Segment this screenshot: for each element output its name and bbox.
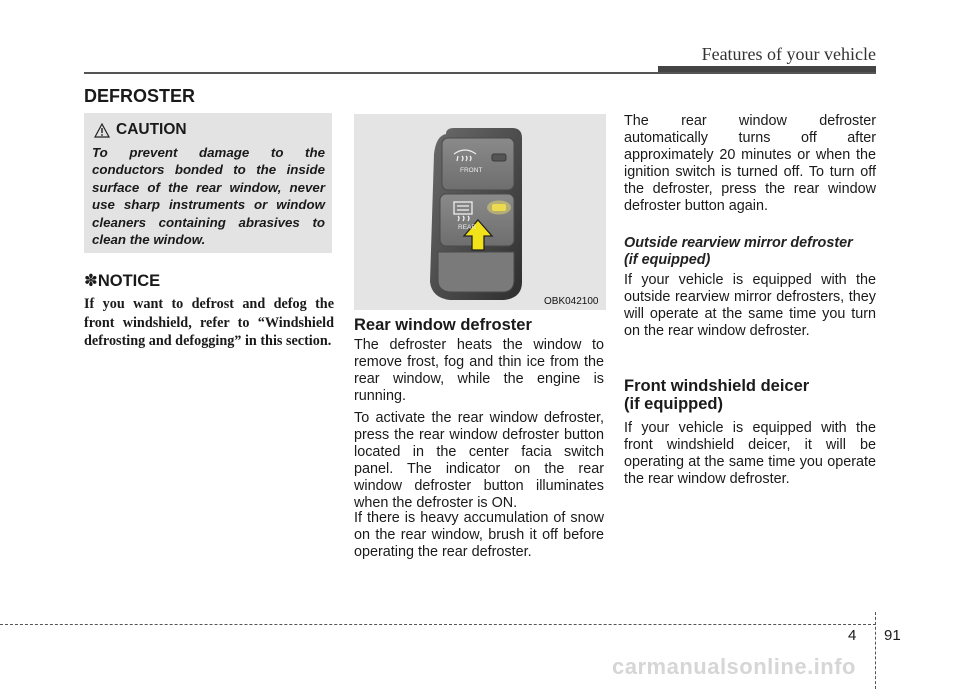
notice-heading-text: NOTICE bbox=[97, 272, 161, 290]
deicer-heading-line-1: Front windshield deicer bbox=[624, 377, 810, 395]
rear-defroster-paragraph-3: If there is heavy accumulation of snow on the rear window, brush it off before operating the rear defroster. bbox=[354, 510, 604, 560]
mirror-defroster-paragraph: If your vehicle is equipped with the outside rearview mirror defrosters, they will operate at the same time you turn on the rear window defroster. bbox=[624, 272, 876, 339]
mirror-heading-line-2: (if equipped) bbox=[624, 252, 711, 268]
caution-heading bbox=[94, 121, 187, 139]
windshield-deicer-paragraph: If your vehicle is equipped with the front windshield deicer, it will be operating at the same time you operate the rear window defroster. bbox=[624, 420, 876, 487]
defroster-switch-figure bbox=[354, 114, 606, 310]
notice-symbol: ✽ bbox=[84, 272, 98, 290]
mirror-defroster-heading bbox=[624, 235, 876, 269]
caution-heading-text: CAUTION bbox=[116, 121, 187, 138]
warning-triangle-icon bbox=[94, 123, 110, 138]
page-number: 91 bbox=[884, 627, 901, 644]
section-title: DEFROSTER bbox=[84, 86, 196, 106]
mirror-heading-line-1: Outside rearview mirror defroster bbox=[624, 235, 853, 251]
rear-defroster-paragraph-1: The defroster heats the window to remove frost, fog and thin ice from the rear window, while the engine is running. bbox=[354, 337, 604, 404]
defroster-switch-illustration bbox=[354, 114, 606, 310]
front-indicator bbox=[492, 154, 506, 161]
figure-code: OBK042100 bbox=[544, 296, 599, 307]
rear-label: REAR bbox=[458, 224, 477, 231]
auto-off-paragraph: The rear window defroster automatically turns off after approximately 20 minutes or when the ignition switch is turned off. To turn off the defroster, press the rear window defroster button again. bbox=[624, 113, 876, 214]
windshield-deicer-heading bbox=[624, 377, 876, 413]
front-defroster-button bbox=[442, 138, 514, 190]
footer-rule bbox=[0, 624, 876, 625]
chapter-title: Features of your vehicle bbox=[701, 44, 876, 64]
header-rule bbox=[84, 72, 876, 74]
front-label: FRONT bbox=[460, 167, 483, 174]
chapter-number: 4 bbox=[848, 627, 857, 644]
rear-defroster-heading: Rear window defroster bbox=[354, 316, 532, 334]
caution-text: To prevent damage to the conductors bonded to the inside surface of the rear window, never use sharp instruments or window cleaners containing abrasives to clean the window. bbox=[92, 145, 325, 248]
deicer-heading-line-2: (if equipped) bbox=[624, 395, 723, 413]
notice-heading bbox=[84, 271, 160, 291]
watermark: carmanualsonline.info bbox=[612, 654, 856, 679]
rear-defroster-paragraph-2: To activate the rear window defroster, press the rear window defroster button located in the center facia switch panel. The indicator on the rear window defroster button illuminates when the defroster is ON. bbox=[354, 410, 604, 511]
notice-text: If you want to defrost and defog the front windshield, refer to “Windshield defrosting and defogging” in this section. bbox=[84, 296, 334, 350]
footer-divider bbox=[875, 612, 876, 689]
